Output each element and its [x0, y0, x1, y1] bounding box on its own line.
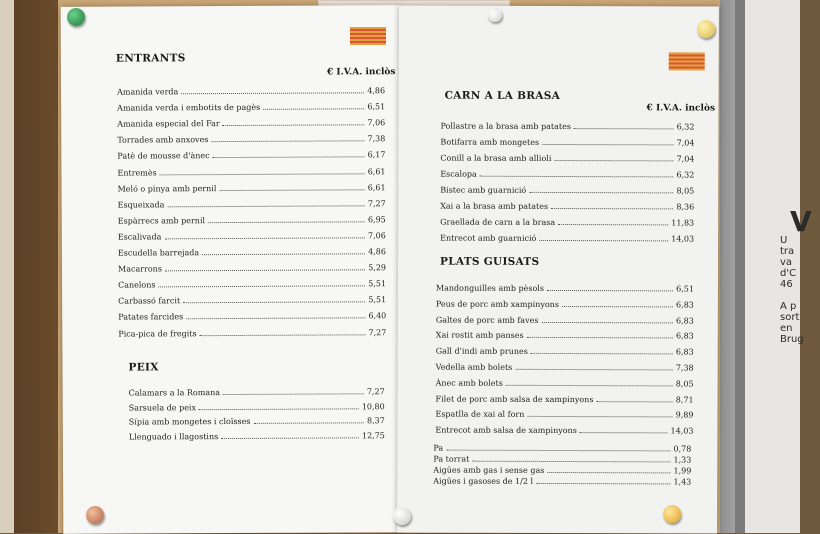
dot-leader	[183, 302, 365, 304]
menu-item-name: Botifarra amb mongetes	[440, 137, 540, 147]
dot-leader	[539, 240, 668, 241]
menu-item-name: Entrecot amb salsa de xampinyons	[435, 425, 577, 436]
menu-item-name: Carbassó farcit	[118, 296, 181, 306]
side-poster-line: va	[780, 257, 793, 268]
menu-item	[118, 310, 386, 322]
menu-item-price: 6,83	[675, 331, 694, 341]
dot-leader	[472, 461, 670, 463]
dot-leader	[165, 269, 365, 271]
dot-leader	[554, 160, 673, 161]
menu-item-name: Graellada de carn a la brasa	[440, 217, 556, 227]
menu-item	[440, 168, 694, 180]
menu-item-name: Torrades amb anxoves	[117, 135, 209, 145]
menu-item	[433, 453, 691, 465]
menu-item	[440, 232, 694, 244]
menu-item-name: Amanida verda i embotits de pagès	[117, 102, 261, 113]
push-pin-copper	[86, 506, 104, 524]
menu-item	[117, 149, 385, 161]
menu-item-price: 7,38	[675, 363, 694, 373]
menu-item-price: 1,99	[673, 466, 692, 476]
menu-item-price: 7,04	[676, 154, 695, 164]
menu-item-name: Patè de mousse d'ànec	[117, 151, 210, 161]
dot-leader	[446, 450, 670, 452]
side-poster-line: 46	[780, 279, 793, 290]
board-frame	[735, 0, 745, 533]
menu-item-price: 14,03	[671, 234, 695, 244]
menu-item-name: Mandonguilles amb pèsols	[435, 283, 544, 293]
catalan-flag	[350, 27, 386, 45]
push-pin-yellow	[697, 20, 715, 38]
menu-item-price: 6,32	[676, 170, 695, 180]
menu-item-price: 7,04	[676, 138, 695, 148]
menu-page-left	[61, 5, 404, 534]
dot-leader	[213, 157, 365, 159]
section-title-entrants: ENTRANTS	[115, 52, 186, 65]
menu-item	[118, 326, 386, 338]
menu-item	[129, 414, 385, 426]
menu-item-name: Esqueixada	[117, 200, 165, 210]
dot-leader	[160, 173, 365, 175]
menu-item	[433, 475, 691, 487]
menu-item-price: 7,27	[367, 198, 386, 208]
menu-item	[440, 152, 694, 164]
menu-item-price: 6,61	[367, 166, 386, 176]
menu-item-price: 5,29	[368, 263, 387, 273]
side-poster-line: Brug	[780, 334, 804, 345]
section-title-brasa: CARN A LA BRASA	[444, 89, 561, 103]
dot-leader	[164, 237, 365, 239]
menu-item-name: Patates farcides	[118, 312, 184, 322]
menu-item-price: 8,05	[676, 186, 695, 196]
dot-leader	[542, 144, 674, 145]
menu-item-name: Vedella amb bolets	[435, 362, 513, 372]
menu-item-price: 4,86	[368, 247, 386, 257]
menu-item-price: 8,37	[366, 416, 385, 426]
menu-item	[117, 116, 385, 128]
menu-item-name: Pa torrat	[433, 454, 470, 464]
menu-item-price: 6,51	[676, 284, 694, 294]
menu-item-price: 12,75	[361, 430, 385, 440]
menu-item	[118, 229, 386, 241]
menu-item	[440, 184, 694, 196]
menu-item	[440, 200, 694, 212]
menu-item-name: Entrecot amb guarnició	[440, 233, 537, 243]
dot-leader	[200, 334, 366, 336]
menu-item-price: 8,05	[675, 379, 694, 389]
menu-item-price: 6,40	[368, 311, 387, 321]
menu-item	[440, 136, 694, 148]
menu-item	[436, 282, 694, 294]
menu-item-name: Peus de porc amb xampinyons	[435, 299, 559, 309]
dot-leader	[574, 128, 674, 129]
menu-item-name: Escalopa	[440, 169, 477, 179]
menu-item	[117, 84, 385, 96]
dot-leader	[551, 208, 673, 209]
menu-item-name: Ànec amb bolets	[435, 378, 503, 388]
dot-leader	[527, 337, 673, 339]
menu-item	[118, 245, 386, 257]
menu-item-name: Sarsuela de peix	[128, 402, 197, 413]
menu-item-name: Macarrons	[117, 264, 162, 274]
menu-item-name: Espatlla de xai al forn	[435, 409, 525, 420]
dot-leader	[531, 353, 673, 354]
iva-label: € I.V.A. inclòs	[646, 103, 716, 114]
menu-item	[435, 408, 693, 420]
menu-item-name: Galtes de porc amb faves	[435, 315, 539, 325]
menu-item-price: 8,36	[676, 202, 695, 212]
menu-item	[436, 392, 694, 404]
menu-item	[118, 261, 386, 273]
side-poster-line	[780, 290, 820, 301]
side-poster-letter: V	[790, 205, 812, 238]
dot-leader	[515, 369, 673, 371]
menu-item-name: Aigües amb gas i sense gas	[433, 465, 545, 475]
dot-leader	[547, 472, 670, 473]
dot-leader	[527, 416, 672, 418]
menu-item-name: Bistec amb guarnició	[440, 185, 527, 195]
menu-item	[118, 213, 386, 225]
push-pin-white	[488, 8, 502, 22]
menu-item	[436, 345, 694, 357]
dot-leader	[541, 322, 673, 323]
menu-item	[117, 165, 385, 177]
menu-item	[118, 277, 386, 289]
menu-item	[435, 424, 693, 436]
menu-item-price: 6,32	[676, 122, 695, 132]
menu-item-name: Llenguado i llagostins	[128, 431, 219, 442]
catalan-flag	[669, 52, 705, 70]
menu-item-price: 8,71	[675, 395, 694, 405]
dot-leader	[208, 221, 365, 223]
menu-item	[433, 442, 691, 454]
menu-item-price: 14,03	[670, 426, 694, 436]
dot-leader	[221, 437, 359, 439]
side-poster-line: A p	[780, 301, 797, 312]
menu-item-name: Sípia amb mongetes i cloïsses	[128, 416, 251, 427]
dot-leader	[202, 253, 365, 255]
menu-item	[117, 100, 385, 112]
menu-item	[436, 376, 694, 388]
menu-item-price: 6,51	[367, 102, 386, 112]
iva-label: € I.V.A. inclòs	[326, 67, 396, 78]
dot-leader	[186, 318, 365, 320]
menu-item-price: 7,27	[366, 387, 385, 397]
side-poster-line: d'C	[780, 268, 797, 279]
menu-item	[440, 120, 694, 132]
menu-item	[129, 429, 385, 441]
dot-leader	[167, 205, 365, 207]
menu-item-price: 6,95	[367, 214, 386, 225]
menu-item	[129, 385, 385, 397]
push-pin-white	[393, 507, 411, 525]
menu-item-name: Xai a la brasa amb patates	[440, 201, 549, 211]
menu-item-name: Escudella barrejada	[117, 248, 200, 258]
menu-item-name: Pollastre a la brasa amb patates	[440, 121, 571, 132]
menu-item-price: 4,86	[367, 86, 386, 96]
dot-leader	[253, 422, 364, 424]
menu-item	[118, 293, 386, 305]
dot-leader	[211, 141, 364, 143]
menu-item-name: Conill a la brasa amb allioli	[440, 153, 552, 163]
dot-leader	[480, 176, 674, 178]
menu-item-price: 6,83	[676, 300, 694, 310]
section-title-peix: PEIX	[128, 361, 159, 374]
menu-item-price: 7,06	[367, 118, 386, 128]
menu-item-name: Gall d'indi amb prunes	[435, 346, 528, 357]
section-title-guisats: PLATS GUISATS	[440, 255, 540, 268]
menu-page-right	[397, 5, 719, 533]
menu-item	[117, 132, 385, 144]
dot-leader	[562, 306, 673, 307]
dot-leader	[529, 192, 673, 194]
menu-item	[118, 181, 386, 193]
menu-item-price: 0,78	[673, 444, 692, 454]
menu-item-name: Calamars a la Romana	[128, 388, 221, 398]
menu-item-price: 6,83	[675, 347, 694, 357]
side-poster-text	[780, 235, 820, 345]
menu-item-name: Meló o pinya amb pernil	[117, 183, 217, 194]
dot-leader	[219, 189, 364, 191]
menu-item-price: 9,89	[675, 410, 694, 420]
menu-item	[440, 216, 694, 228]
dot-leader	[181, 92, 364, 94]
menu-item	[436, 361, 694, 373]
menu-item-price: 1,43	[673, 477, 692, 487]
dot-leader	[263, 108, 364, 110]
menu-item-price: 7,38	[367, 134, 386, 144]
dot-leader	[506, 385, 673, 387]
menu-item-price: 7,27	[368, 327, 387, 337]
menu-item	[118, 197, 386, 209]
menu-item-name: Filet de porc amb salsa de xampinyons	[435, 394, 594, 404]
side-poster-line: U	[780, 235, 788, 246]
menu-item-price: 11,83	[671, 218, 695, 228]
menu-item-name: Espàrrecs amb pernil	[117, 215, 206, 226]
side-poster-line: tra	[780, 246, 795, 257]
dot-leader	[223, 124, 365, 126]
push-pin-orange	[663, 505, 681, 523]
dot-leader	[159, 285, 366, 287]
menu-item-name: Amanida verda	[117, 87, 179, 97]
menu-item-price: 1,33	[673, 455, 692, 465]
side-poster-line: sort	[780, 312, 800, 323]
menu-item-price: 5,51	[368, 295, 387, 305]
menu-item-name: Xai rostit amb panses	[435, 330, 524, 341]
dot-leader	[596, 401, 672, 402]
menu-item-name: Pa	[433, 443, 444, 453]
dot-leader	[536, 483, 670, 484]
menu-item-name: Pica-pica de fregits	[118, 328, 197, 339]
dot-leader	[223, 393, 364, 395]
menu-item-name: Aigües i gasoses de 1/2 l	[433, 476, 534, 486]
menu-item-price: 10,80	[361, 401, 385, 411]
menu-item-name: Entremès	[117, 167, 157, 178]
side-poster-line: en	[780, 323, 793, 334]
menu-item	[436, 329, 694, 341]
menu-item-price: 7,06	[367, 231, 386, 241]
menu-item-name: Canelons	[118, 280, 156, 290]
menu-item-price: 6,83	[675, 316, 694, 326]
push-pin-green	[67, 8, 85, 26]
dot-leader	[558, 224, 668, 225]
menu-item-price: 6,17	[367, 150, 386, 160]
menu-item-price: 6,61	[367, 182, 386, 192]
dot-leader	[547, 290, 673, 291]
menu-item-name: Amanida especial del Far	[117, 119, 220, 129]
menu-item	[436, 313, 694, 325]
dot-leader	[580, 432, 668, 433]
menu-item	[433, 464, 691, 476]
menu-item-price: 5,51	[368, 279, 387, 289]
menu-item	[436, 297, 694, 309]
menu-item	[129, 400, 385, 412]
menu-item-name: Escalivada	[117, 232, 162, 242]
dot-leader	[199, 408, 359, 410]
